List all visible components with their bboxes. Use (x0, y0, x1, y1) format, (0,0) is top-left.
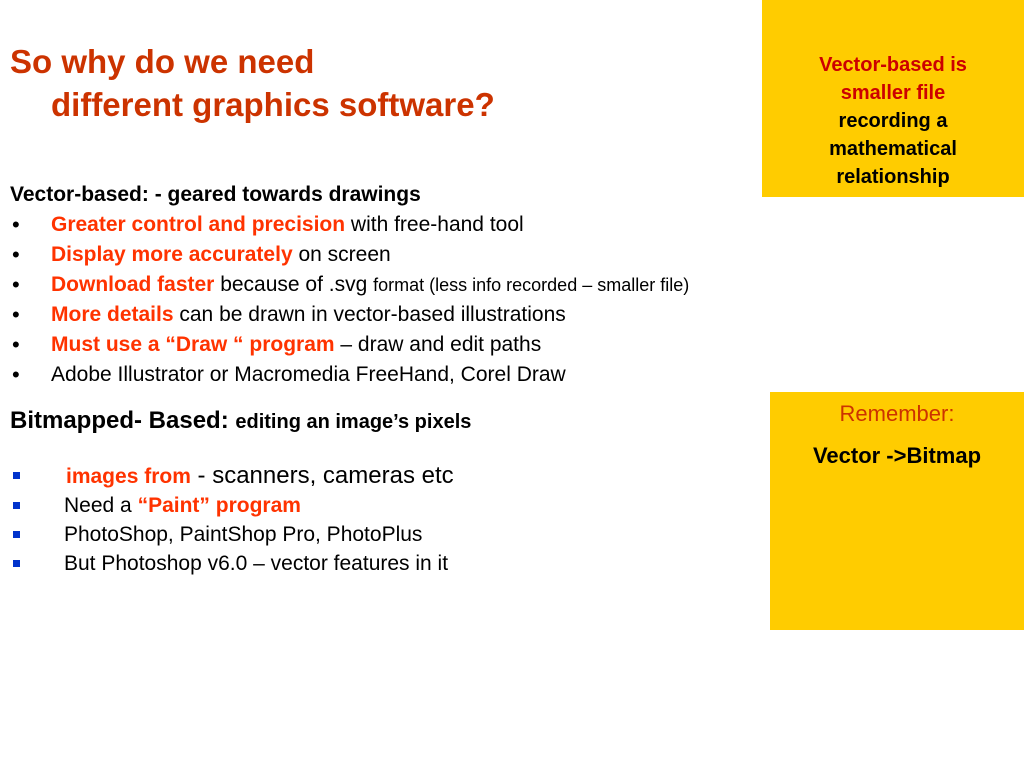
square-bullet-icon (13, 502, 20, 509)
list-item: Need a “Paint” program (10, 491, 820, 520)
title-line-2: different graphics software? (51, 86, 495, 123)
bullet-icon: • (12, 242, 20, 267)
slide-content (10, 180, 820, 578)
note-line: recording a (838, 110, 948, 132)
remember-box (770, 392, 1024, 630)
bullet-icon: • (12, 212, 20, 237)
bitmap-heading: Bitmapped- Based: editing an image’s pixels (10, 407, 472, 434)
bullet-icon: • (12, 272, 20, 297)
vector-note-box (762, 0, 1024, 197)
bullet-icon: • (12, 302, 20, 327)
list-item: • Must use a “Draw “ program – draw and edit paths (10, 330, 820, 360)
note-line: mathematical (829, 138, 957, 160)
list-item: • Download faster because of .svg format (less info recorded – smaller file) (10, 270, 820, 300)
bullet-icon: • (12, 332, 20, 357)
list-item: • Greater control and precision with free-hand tool (10, 210, 820, 240)
bitmap-list (10, 461, 820, 578)
square-bullet-icon (13, 560, 20, 567)
list-item: • Adobe Illustrator or Macromedia FreeHand, Corel Draw (10, 360, 820, 390)
list-item: • Display more accurately on screen (10, 240, 820, 270)
list-item: • More details can be drawn in vector-based illustrations (10, 300, 820, 330)
square-bullet-icon (13, 472, 20, 479)
note-red-line: smaller file (840, 82, 946, 104)
vector-bitmap-label: Vector ->Bitmap (812, 443, 982, 468)
square-bullet-icon (13, 531, 20, 538)
remember-label: Remember: (839, 401, 955, 426)
list-item: images from - scanners, cameras etc (10, 461, 820, 491)
bullet-icon: • (12, 362, 20, 387)
list-item: PhotoShop, PaintShop Pro, PhotoPlus (10, 520, 820, 549)
vector-list (10, 210, 820, 390)
title-line-1: So why do we need (10, 43, 315, 80)
note-line: relationship (836, 166, 950, 188)
vector-heading: Vector-based: - geared towards drawings (10, 183, 421, 206)
list-item: But Photoshop v6.0 – vector features in it (10, 549, 820, 578)
note-red-line: Vector-based is (819, 54, 967, 76)
slide-title (10, 40, 495, 126)
